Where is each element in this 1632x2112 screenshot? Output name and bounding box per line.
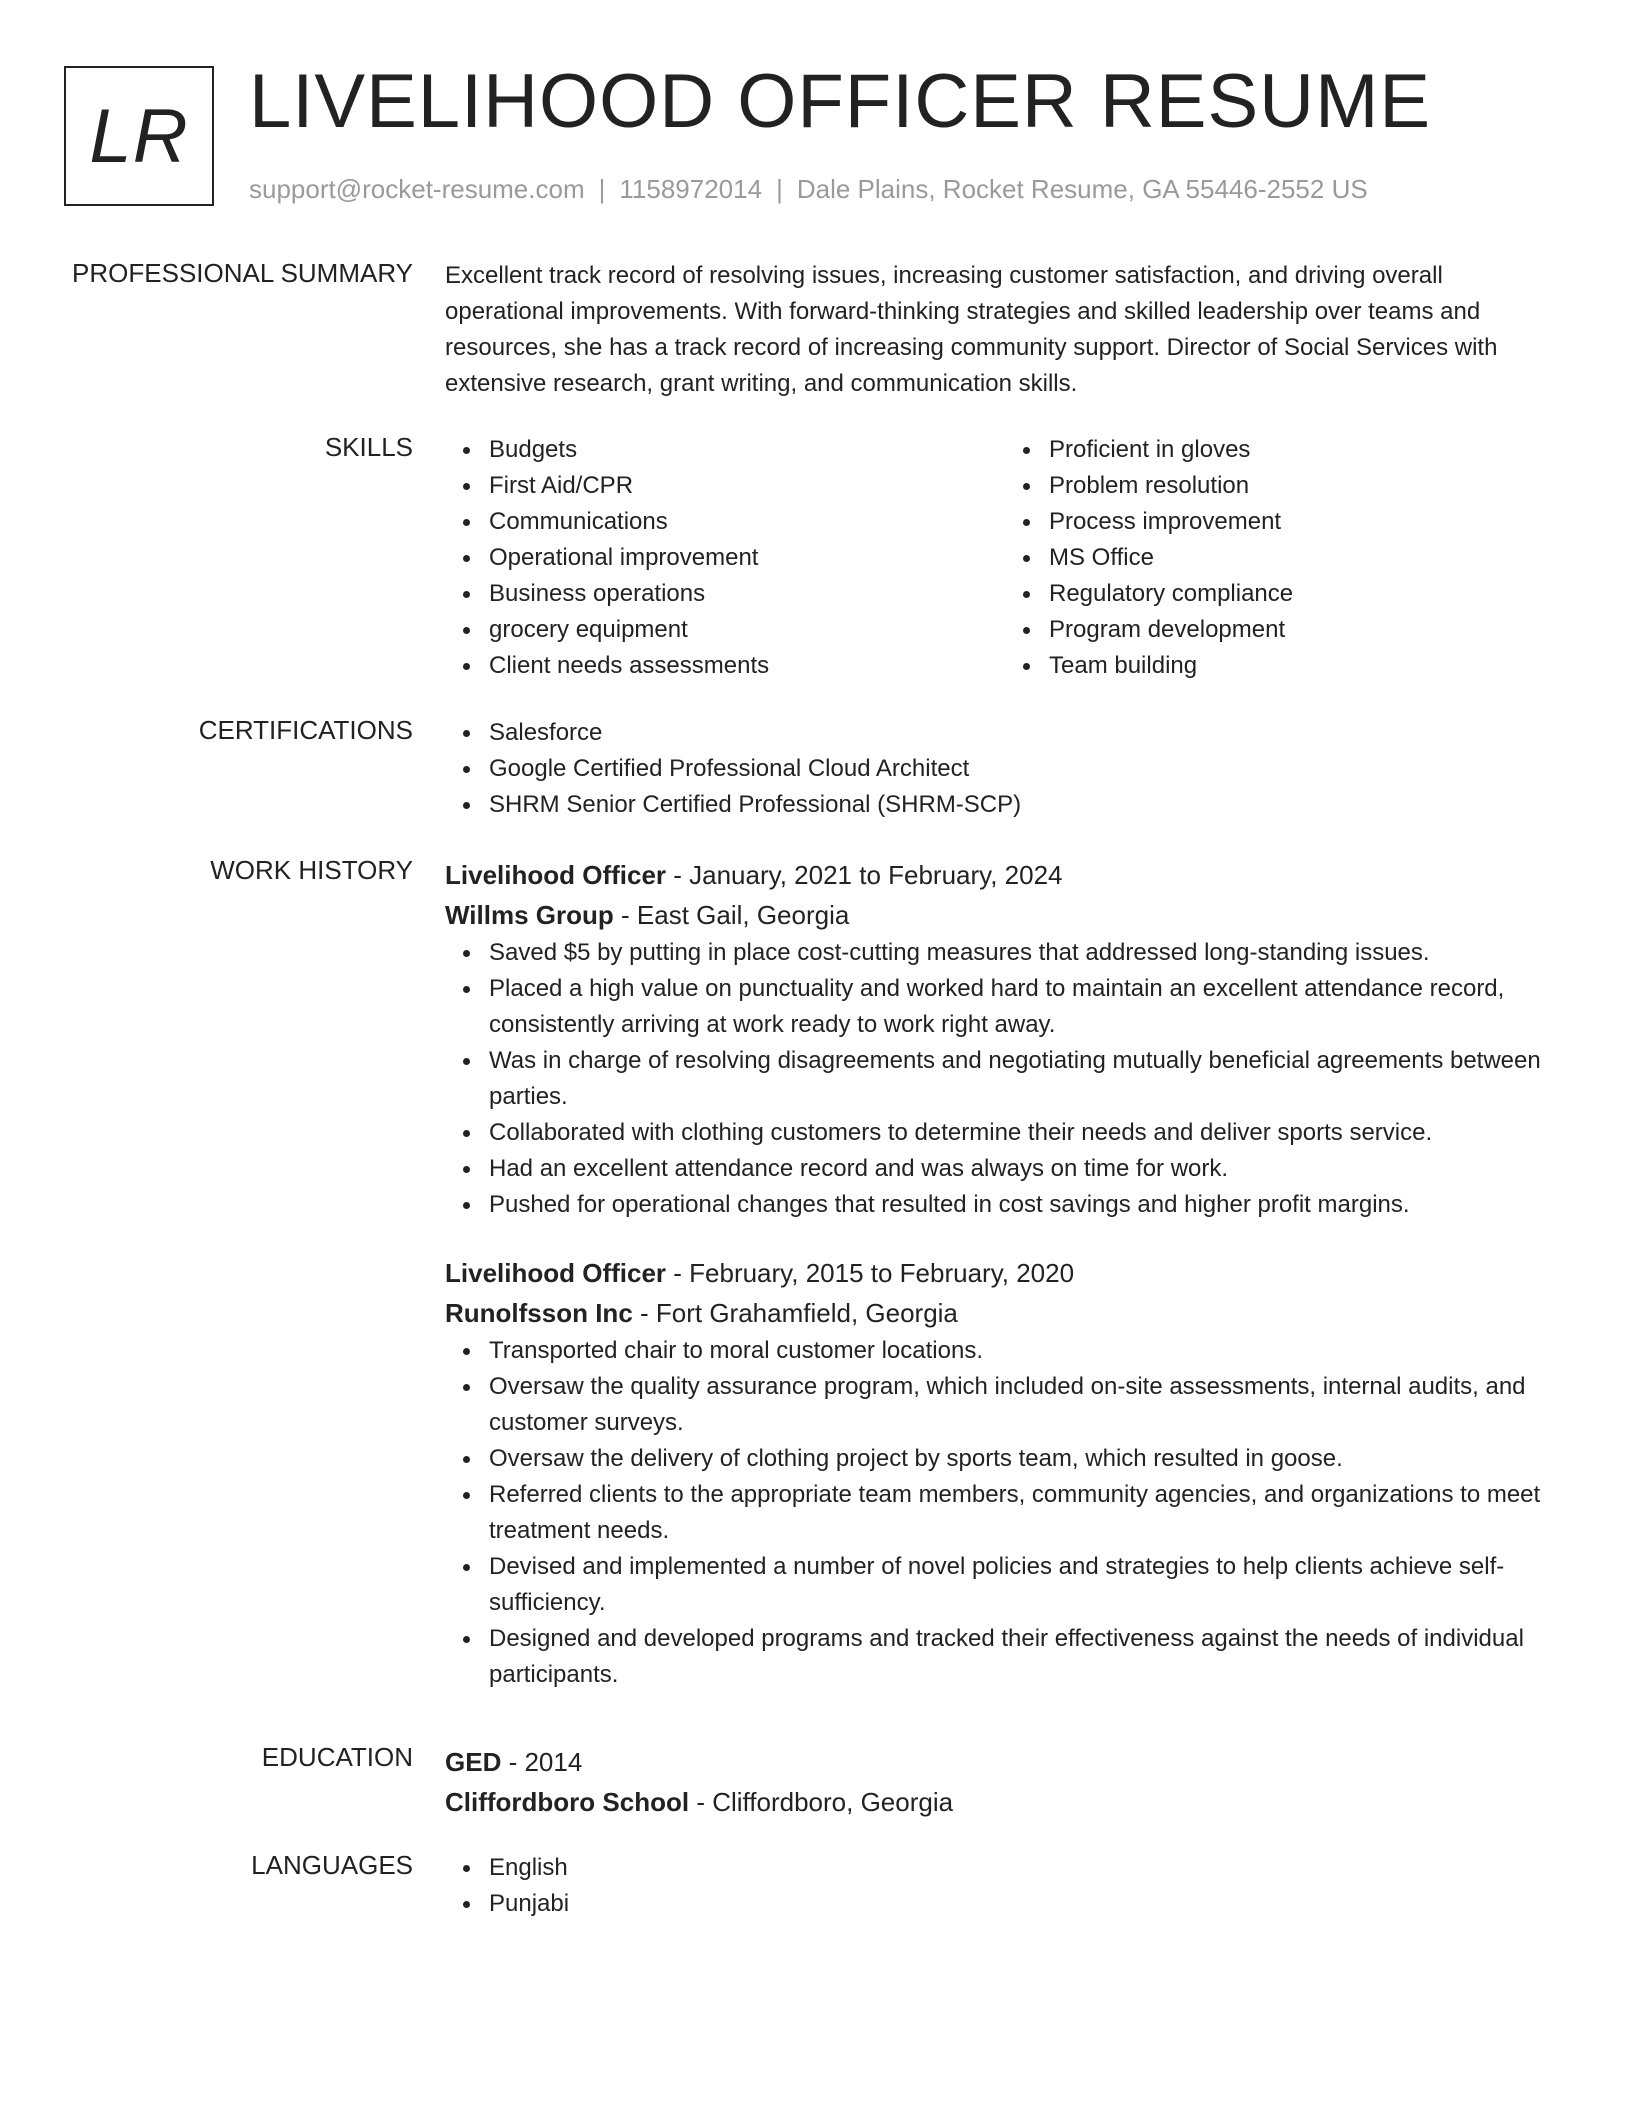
job-dates: - January, 2021 to February, 2024 (666, 860, 1063, 890)
certifications-list (445, 715, 1565, 823)
job-bullet: Pushed for operational changes that resulted in cost savings and higher profit margins. (489, 1187, 1565, 1223)
education-school: Cliffordboro School (445, 1787, 690, 1817)
contact-separator: | (776, 174, 783, 204)
skill-item: Communications (489, 504, 1005, 540)
work-body (445, 855, 1565, 1723)
job-bullet: Saved $5 by putting in place cost-cutting measures that addressed long-standing issues. (489, 935, 1565, 971)
language-item: English (489, 1850, 1565, 1886)
skill-item: First Aid/CPR (489, 468, 1005, 504)
job-title-line (445, 855, 1565, 895)
skill-item: Problem resolution (1049, 468, 1565, 504)
job-bullet: Transported chair to moral customer locations. (489, 1333, 1565, 1369)
job-bullet: Oversaw the quality assurance program, which included on-site assessments, internal audits, and customer surveys. (489, 1369, 1565, 1441)
job-bullet: Referred clients to the appropriate team members, community agencies, and organizations to meet treatment needs. (489, 1477, 1565, 1549)
job-company-line (445, 1293, 1565, 1333)
education-degree-line (445, 1742, 1565, 1782)
languages-list (445, 1850, 1565, 1922)
certification-item: Google Certified Professional Cloud Architect (489, 751, 1565, 787)
job-bullet: Was in charge of resolving disagreements and negotiating mutually beneficial agreements between parties. (489, 1043, 1565, 1115)
job-bullets (445, 1333, 1565, 1693)
skill-item: Program development (1049, 612, 1565, 648)
contact-separator: | (598, 174, 606, 204)
certifications-body (445, 715, 1565, 823)
contact-address: Dale Plains, Rocket Resume, GA 55446-2552 US (796, 174, 1368, 204)
contact-email[interactable]: support@rocket-resume.com (249, 174, 585, 204)
skills-list-right (1005, 432, 1565, 684)
certification-item: SHRM Senior Certified Professional (SHRM-SCP) (489, 787, 1565, 823)
section-label-education: EDUCATION (261, 1742, 413, 1772)
job-title: Livelihood Officer (445, 1258, 667, 1288)
skills-list-left (445, 432, 1005, 684)
job-company: Willms Group (445, 900, 614, 930)
education-location: - Cliffordboro, Georgia (689, 1787, 954, 1817)
job-title: Livelihood Officer (445, 860, 667, 890)
job-location: - East Gail, Georgia (613, 900, 850, 930)
summary-body (445, 258, 1565, 402)
skill-item: grocery equipment (489, 612, 1005, 648)
section-label-certifications: CERTIFICATIONS (198, 715, 413, 745)
language-item: Punjabi (489, 1886, 1565, 1922)
skill-item: Proficient in gloves (1049, 432, 1565, 468)
skill-item: Regulatory compliance (1049, 576, 1565, 612)
section-label-summary: PROFESSIONAL SUMMARY (72, 258, 413, 288)
education-degree: GED (445, 1747, 502, 1777)
job-bullet: Designed and developed programs and tracked their effectiveness against the needs of individual participants. (489, 1621, 1565, 1693)
job-bullet: Oversaw the delivery of clothing project by sports team, which resulted in goose. (489, 1441, 1565, 1477)
skill-item: Team building (1049, 648, 1565, 684)
job-entry (445, 855, 1565, 1223)
job-entry (445, 1253, 1565, 1693)
education-year: - 2014 (501, 1747, 583, 1777)
contact-line (249, 174, 1368, 205)
job-bullet: Had an excellent attendance record and was always on time for work. (489, 1151, 1565, 1187)
certification-item: Salesforce (489, 715, 1565, 751)
job-bullet: Devised and implemented a number of novel policies and strategies to help clients achieve self-sufficiency. (489, 1549, 1565, 1621)
contact-phone[interactable]: 1158972014 (619, 174, 763, 204)
skill-item: Process improvement (1049, 504, 1565, 540)
education-school-line (445, 1782, 1565, 1822)
job-company-line (445, 895, 1565, 935)
job-company: Runolfsson Inc (445, 1298, 633, 1328)
skill-item: Business operations (489, 576, 1005, 612)
resume-title: LIVELIHOOD OFFICER RESUME (249, 59, 1432, 144)
section-label-languages: LANGUAGES (251, 1850, 413, 1880)
summary-text: Excellent track record of resolving issues, increasing customer satisfaction, and driving overall operational improvements. With forward-thinking strategies and skilled leadership over teams and resources, she has a track record of increasing community support. Director of Social Services with extensive research, grant writing, and communication skills. (445, 262, 1498, 397)
skill-item: Client needs assessments (489, 648, 1005, 684)
job-title-line (445, 1253, 1565, 1293)
job-location: - Fort Grahamfield, Georgia (632, 1298, 958, 1328)
monogram-logo: LR (64, 66, 214, 206)
job-bullets (445, 935, 1565, 1223)
skill-item: MS Office (1049, 540, 1565, 576)
section-label-work: WORK HISTORY (210, 855, 413, 885)
languages-body (445, 1850, 1565, 1922)
job-dates: - February, 2015 to February, 2020 (666, 1258, 1075, 1288)
skills-body (445, 432, 1565, 684)
job-bullet: Placed a high value on punctuality and worked hard to maintain an excellent attendance record, consistently arriving at work ready to work right away. (489, 971, 1565, 1043)
job-bullet: Collaborated with clothing customers to determine their needs and deliver sports service. (489, 1115, 1565, 1151)
skill-item: Operational improvement (489, 540, 1005, 576)
education-body (445, 1742, 1565, 1822)
skill-item: Budgets (489, 432, 1005, 468)
section-label-skills: SKILLS (324, 432, 413, 462)
